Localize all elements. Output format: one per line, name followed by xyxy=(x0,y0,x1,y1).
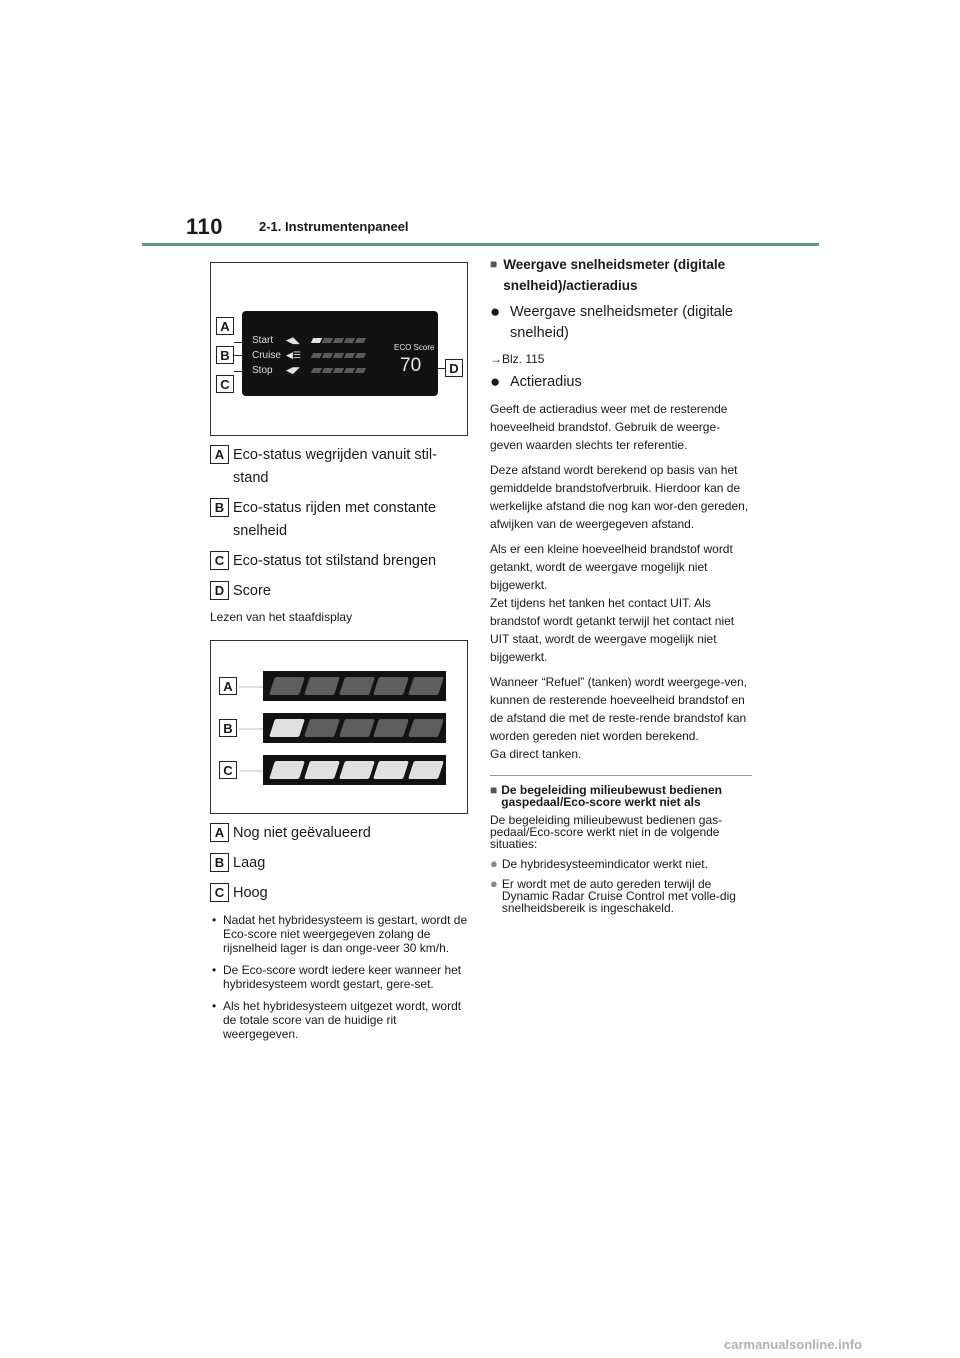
list-item-text: Er wordt met de auto gereden terwijl de Dynamic Radar Cruise Control met volle-dig snelheidsbereik is ingeschakeld. xyxy=(501,877,736,915)
eco-display-figure xyxy=(210,262,468,436)
legend-key: C xyxy=(210,883,229,902)
bar-row-a xyxy=(263,671,446,701)
lcd-segment xyxy=(311,368,322,373)
eco-score-value: 70 xyxy=(400,355,422,376)
paragraph: De begeleiding milieubewust bedienen gas-pedaal/Eco-score werkt niet in de volgende situaties: xyxy=(490,813,723,851)
lcd-segment xyxy=(322,368,333,373)
lcd-label-cruise: Cruise xyxy=(252,349,281,361)
notes-list xyxy=(210,913,470,1041)
legend-key: B xyxy=(210,853,229,872)
bar-display-figure xyxy=(210,640,468,814)
bar-segment xyxy=(408,719,444,737)
bar-callout-b: B xyxy=(219,719,237,737)
paragraph: Deze afstand wordt berekend op basis van het gemiddelde brandstofverbruik. Hierdoor kan de werkelijke afstand die nog kan wor-den gereden, afwijken van de weergegeven afstand. xyxy=(490,463,749,531)
list-item: • De Eco-score wordt iedere keer wanneer het hybridesysteem wordt gestart, gere-set. xyxy=(210,963,470,991)
bar-segment xyxy=(408,761,444,779)
bar-segment xyxy=(339,761,375,779)
legend-item-a xyxy=(210,822,470,845)
legend-key: C xyxy=(210,551,229,570)
bar-segment xyxy=(304,719,340,737)
lcd-segment xyxy=(311,353,322,358)
eco-lcd-screen xyxy=(242,311,438,396)
legend-key: A xyxy=(210,445,229,464)
lcd-row-start xyxy=(252,333,367,347)
bar-segment xyxy=(269,761,305,779)
legend-item-b xyxy=(210,852,470,875)
bar-segment xyxy=(408,677,444,695)
paragraph: Ga direct tanken. xyxy=(490,747,582,761)
list-item: • Nadat het hybridesysteem is gestart, wordt de Eco-score niet weergegeven zolang de rijsnelheid lager is dan onge-veer 30 km/h. xyxy=(210,913,470,955)
list-item xyxy=(490,878,752,914)
bar-leader-b xyxy=(239,728,263,730)
lcd-segment xyxy=(355,338,366,343)
lcd-segment xyxy=(344,338,355,343)
bar-segment xyxy=(304,677,340,695)
bar-segment xyxy=(339,719,375,737)
legend-item-d xyxy=(210,580,470,603)
square-bullet-icon: ■ xyxy=(490,257,498,271)
lcd-segment xyxy=(344,353,355,358)
legend-key: D xyxy=(210,581,229,600)
legend-text: Laag xyxy=(233,855,266,871)
car-stop-icon: ◀◤ xyxy=(286,364,300,375)
legend-text: Nog niet geëvalueerd xyxy=(233,825,371,841)
square-bullet-icon: ■ xyxy=(490,783,498,797)
bar-row-b xyxy=(263,713,446,743)
legend-item-c xyxy=(210,550,470,573)
bar-segment xyxy=(373,719,409,737)
subheading-text: Actieradius xyxy=(510,374,582,390)
lcd-segment xyxy=(311,338,322,343)
figure-caption: Lezen van het staafdisplay xyxy=(210,610,353,624)
bar-segment xyxy=(373,677,409,695)
bar-segment xyxy=(339,677,375,695)
legend-key: A xyxy=(210,823,229,842)
lcd-segment xyxy=(333,353,344,358)
bar-callout-c: C xyxy=(219,761,237,779)
dot-bullet-icon: ● xyxy=(490,302,501,321)
lcd-segment xyxy=(355,368,366,373)
heading-text: De begeleiding milieubewust bedienen gaspedaal/Eco-score werkt niet als xyxy=(501,783,722,809)
lcd-segment xyxy=(322,353,333,358)
legend-item-c xyxy=(210,882,470,905)
legend-text: Score xyxy=(233,583,271,599)
header-rule xyxy=(142,243,819,246)
section-heading-eco-guidance xyxy=(490,784,752,808)
legend-item-b xyxy=(210,497,470,543)
page-number: 110 xyxy=(186,214,223,239)
legend-bar-levels xyxy=(210,822,470,905)
bar-callout-a: A xyxy=(219,677,237,695)
section-title: 2-1. Instrumentenpaneel xyxy=(259,219,409,234)
list-item xyxy=(490,858,752,870)
bar-segment xyxy=(373,761,409,779)
lcd-segment xyxy=(333,338,344,343)
lcd-label-stop: Stop xyxy=(252,364,273,376)
car-cruise-icon: ◀☰ xyxy=(286,349,301,360)
heading-text: Weergave snelheidsmeter (digitale snelheid)/actieradius xyxy=(503,257,726,293)
subheading-range xyxy=(490,372,752,393)
dot-bullet-icon: ● xyxy=(490,876,498,891)
paragraph: Geeft de actieradius weer met de resterende hoeveelheid brandstof. Gebruik de weerge-geven waarden slechts ter referentie. xyxy=(490,402,728,452)
bar-segment xyxy=(269,677,305,695)
left-column xyxy=(210,262,470,1049)
paragraph: Als er een kleine hoeveelheid brandstof wordt getankt, wordt de weergave mogelijk niet bijgewerkt. xyxy=(490,542,733,592)
callout-d: D xyxy=(445,359,463,377)
legend-text: Eco-status wegrijden vanuit stil-stand xyxy=(233,447,437,486)
lcd-row-cruise xyxy=(252,348,367,362)
lcd-segment xyxy=(355,353,366,358)
legend-item-a xyxy=(210,444,470,490)
bar-leader-a xyxy=(239,686,263,688)
car-start-icon: ◀◣ xyxy=(286,334,300,345)
dot-bullet-icon: ● xyxy=(490,856,498,871)
lcd-label-start: Start xyxy=(252,334,274,346)
right-column xyxy=(490,254,752,914)
list-item-text: De hybridesysteemindicator werkt niet. xyxy=(501,857,708,871)
bar-segment xyxy=(304,761,340,779)
list-item: • Als het hybridesysteem uitgezet wordt, wordt de totale score van de huidige rit weergegeven. xyxy=(210,999,470,1041)
paragraph: Zet tijdens het tanken het contact UIT. Als brandstof wordt getankt terwijl het contact niet UIT staat, wordt de weergave mogelijk niet bijgewerkt. xyxy=(490,596,735,664)
page-reference: →Blz. 115 xyxy=(490,352,545,366)
lcd-segment xyxy=(333,368,344,373)
bar-leader-c xyxy=(239,770,263,772)
lcd-row-stop xyxy=(252,363,367,377)
lcd-segment xyxy=(344,368,355,373)
watermark-footer: carmanualsonline.info xyxy=(724,1337,862,1352)
paragraph: Wanneer “Refuel” (tanken) wordt weergege-ven, kunnen de resterende hoeveelheid brandstof en de afstand die met de reste-rende brandstof kan worden gereden niet worden berekend. xyxy=(490,675,748,743)
legend-text: Eco-status rijden met constante snelheid xyxy=(233,500,437,539)
callout-a: A xyxy=(216,317,234,335)
bar-row-c xyxy=(263,755,446,785)
section-divider xyxy=(490,775,752,776)
lcd-segment xyxy=(322,338,333,343)
callout-b: B xyxy=(216,346,234,364)
callout-c: C xyxy=(216,375,234,393)
dot-bullet-icon: ● xyxy=(490,372,501,391)
bar-segment xyxy=(269,719,305,737)
legend-text: Eco-status tot stilstand brengen xyxy=(233,553,437,569)
legend-key: B xyxy=(210,498,229,517)
subheading-speedometer xyxy=(490,302,752,344)
eco-score-title: ECO Score xyxy=(394,343,435,352)
legend-text: Hoog xyxy=(233,885,268,901)
legend-eco-status xyxy=(210,444,470,603)
subheading-text: Weergave snelheidsmeter (digitale snelheid) xyxy=(510,304,733,341)
section-heading-speedometer xyxy=(490,254,752,296)
